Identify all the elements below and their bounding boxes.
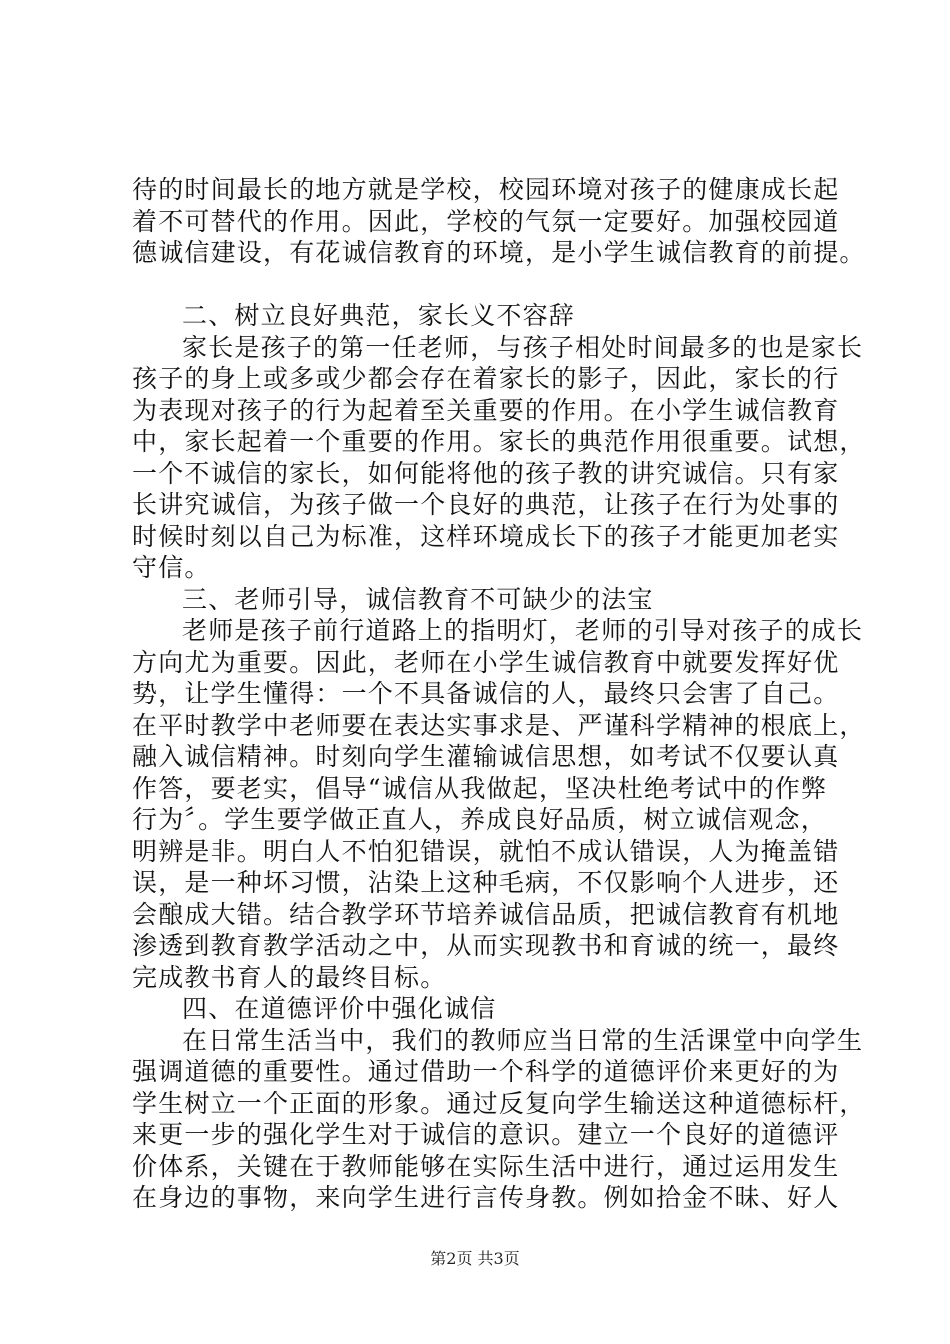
body-line: 一个不诚信的家长，如何能将他的孩子教的讲究诚信。只有家 [132, 458, 840, 488]
body-line: 中，家长起着一个重要的作用。家长的典范作用很重要。试想， [132, 427, 866, 456]
paragraph-spacer [132, 269, 832, 301]
body-line: 长讲究诚信，为孩子做一个良好的典范，让孩子在行为处事的 [132, 490, 840, 519]
body-line: 误，是一种坏习惯，沾染上这种毛病，不仅影响个人进步，还 [132, 868, 840, 897]
section-heading: 四、在道德评价中强化诚信 [182, 994, 497, 1023]
body-line: 守信。 [132, 553, 211, 582]
body-line: 待的时间最长的地方就是学校，校园环境对孩子的健康成长起 [132, 175, 840, 204]
body-line: 德诚信建设，有花诚信教育的环境，是小学生诚信教育的前提。 [132, 238, 866, 267]
body-line: 完成教书育人的最终目标。 [132, 962, 447, 992]
section-heading: 三、老师引导，诚信教育不可缺少的法宝 [182, 584, 654, 614]
body-line: 学生树立一个正面的形象。通过反复向学生输送这种道德标杆， [132, 1088, 866, 1118]
section-heading: 二、树立良好典范，家长义不容辞 [182, 301, 576, 330]
body-line: 在平时教学中老师要在表达实事求是、严谨科学精神的根底上， [132, 710, 866, 740]
body-line: 融入诚信精神。时刻向学生灌输诚信思想，如考试不仅要认真 [132, 742, 840, 771]
body-line: 会酿成大错。结合教学环节培养诚信品质，把诚信教育有机地 [132, 899, 840, 929]
body-line: 方向尤为重要。因此，老师在小学生诚信教育中就要发挥好优 [132, 647, 840, 677]
body-line: 渗透到教育教学活动之中，从而实现教书和育诚的统一，最终 [132, 931, 840, 960]
body-line: 来更一步的强化学生对于诚信的意识。建立一个良好的道德评 [132, 1120, 840, 1149]
body-line: 作答，要老实，倡导“诚信从我做起，坚决杜绝考试中的作弊 [132, 773, 828, 803]
body-line: 家长是孩子的第一任老师，与孩子相处时间最多的也是家长 [182, 332, 864, 362]
body-line: 价体系，关键在于教师能够在实际生活中进行，通过运用发生 [132, 1151, 840, 1181]
body-line: 明辨是非。明白人不怕犯错误，就怕不成认错误，人为掩盖错 [132, 836, 840, 866]
document-body [132, 174, 866, 1214]
body-line: 强调道德的重要性。通过借助一个科学的道德评价来更好的为 [132, 1057, 840, 1086]
body-line: 老师是孩子前行道路上的指明灯，老师的引导对孩子的成长 [182, 616, 864, 645]
body-line: 行为〞。学生要学做正直人，养成良好品质，树立诚信观念， [132, 805, 827, 834]
body-line: 势，让学生懂得：一个不具备诚信的人，最终只会害了自己。 [132, 679, 840, 708]
body-line: 孩子的身上或多或少都会存在着家长的影子，因此，家长的行 [132, 364, 840, 393]
body-line: 在身边的事物，来向学生进行言传身教。例如拾金不昧、好人 [132, 1183, 840, 1212]
body-line: 在日常生活当中，我们的教师应当日常的生活课堂中向学生 [182, 1025, 864, 1055]
page-footer: 第2页 共3页 [430, 1249, 520, 1268]
body-line: 时候时刻以自己为标准，这样环境成长下的孩子才能更加老实 [132, 521, 840, 551]
body-line: 着不可替代的作用。因此，学校的气氛一定要好。加强校园道 [132, 206, 840, 236]
body-line: 为表现对孩子的行为起着至关重要的作用。在小学生诚信教育 [132, 395, 840, 425]
